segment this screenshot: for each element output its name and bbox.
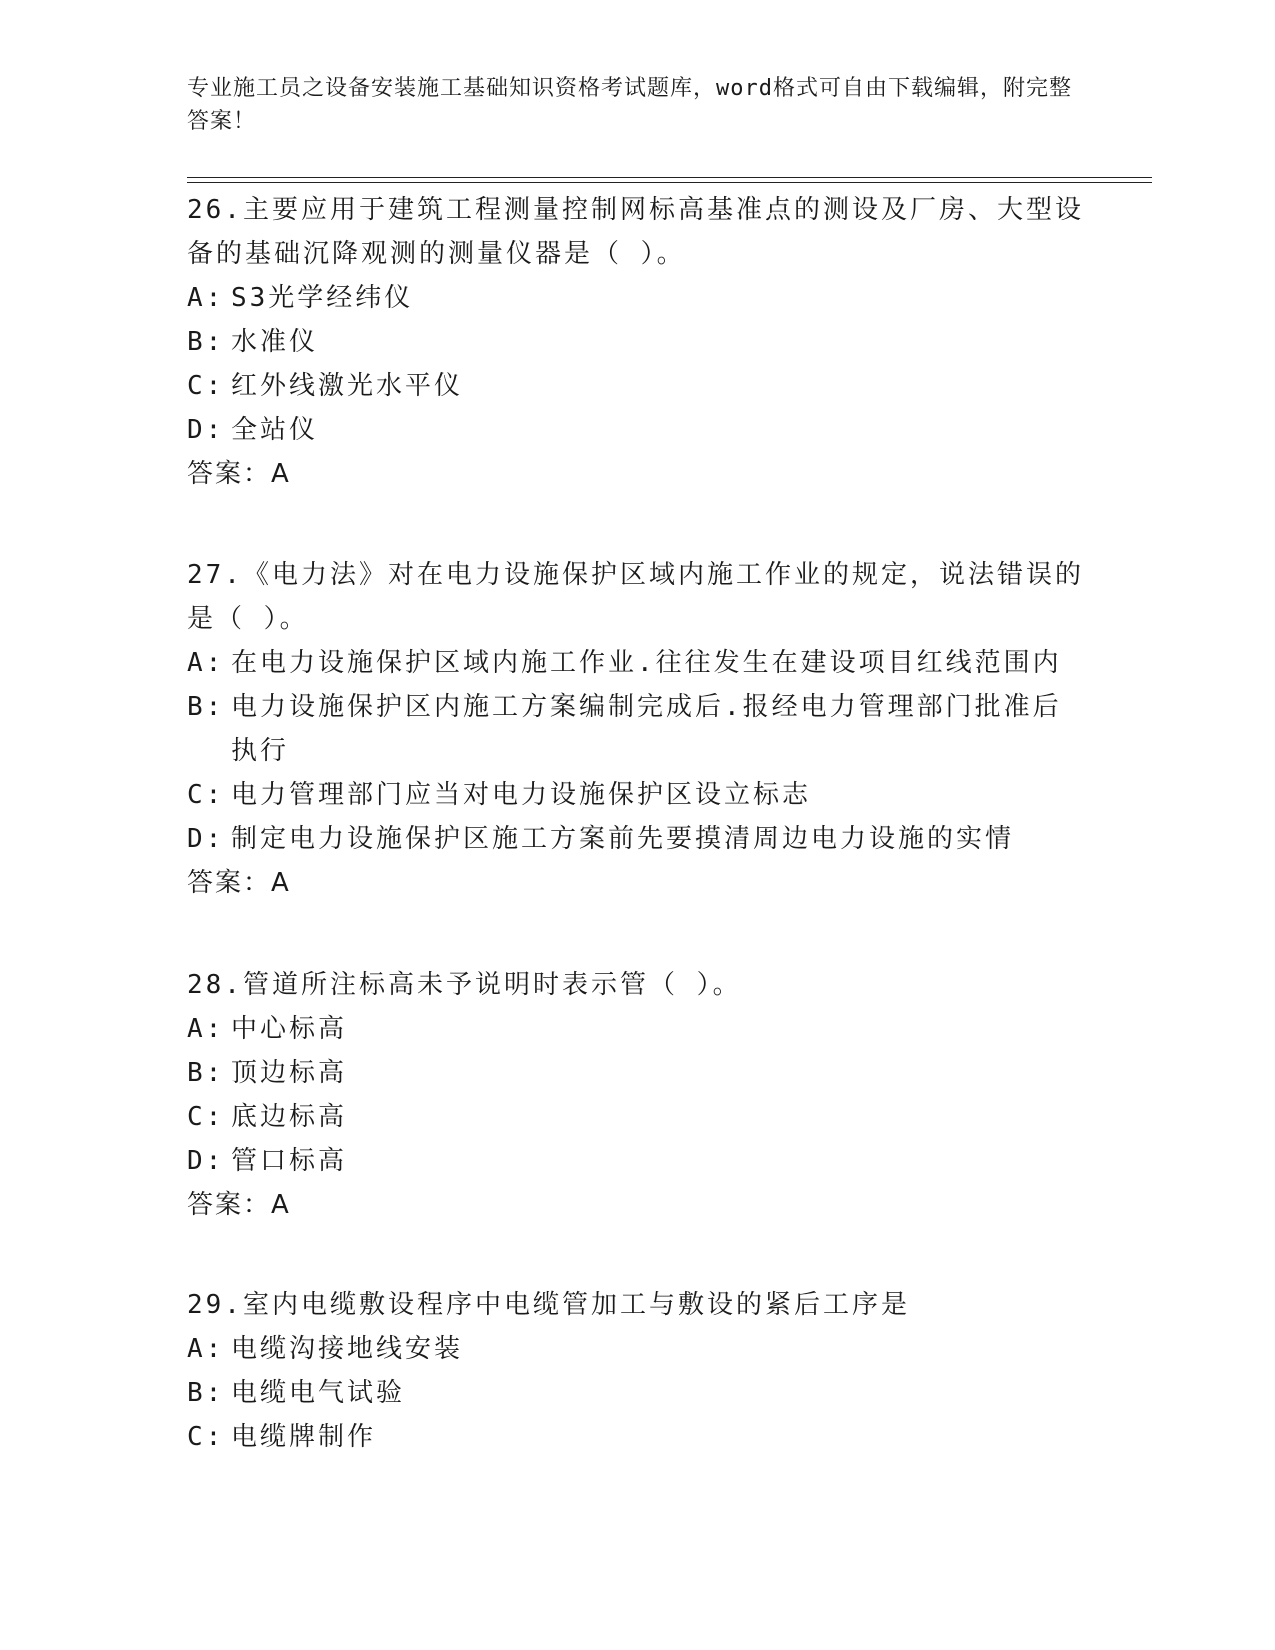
option-a xyxy=(187,641,1087,685)
option-text: S3光学经纬仪 xyxy=(231,283,414,313)
option-letter: B: xyxy=(187,327,225,357)
option-letter: A: xyxy=(187,1014,225,1044)
option-d xyxy=(187,408,1087,452)
option-c xyxy=(187,1095,1087,1139)
option-a xyxy=(187,1327,1087,1371)
answer: 答案：A xyxy=(187,1190,291,1220)
option-text: 红外线激光水平仪 xyxy=(231,371,464,401)
question-29 xyxy=(187,1283,1087,1459)
option-letter: B: xyxy=(187,1058,225,1088)
header-rule-top xyxy=(187,177,1152,178)
option-a xyxy=(187,1007,1087,1051)
option-text: 电力管理部门应当对电力设施保护区设立标志 xyxy=(231,780,812,810)
option-letter: B: xyxy=(187,1378,225,1408)
option-b xyxy=(187,1371,1087,1415)
option-letter: C: xyxy=(187,1102,225,1132)
option-letter: D: xyxy=(187,415,225,445)
option-text: 在电力设施保护区域内施工作业.往往发生在建设项目红线范围内 xyxy=(231,648,1062,678)
option-b xyxy=(187,320,1087,364)
option-text: 水准仪 xyxy=(231,327,319,357)
option-text: 电缆沟接地线安装 xyxy=(231,1334,464,1364)
option-text: 电缆牌制作 xyxy=(231,1422,377,1452)
option-letter: A: xyxy=(187,1334,225,1364)
option-letter: D: xyxy=(187,824,225,854)
question-stem: 29.室内电缆敷设程序中电缆管加工与敷设的紧后工序是 xyxy=(187,1290,910,1320)
option-text: 管口标高 xyxy=(231,1146,348,1176)
option-letter: C: xyxy=(187,1422,225,1452)
header-text: 专业施工员之设备安装施工基础知识资格考试题库，word格式可自由下载编辑，附完整答案！ xyxy=(187,76,1072,134)
option-text: 全站仪 xyxy=(231,415,319,445)
option-c xyxy=(187,1415,1087,1459)
option-c xyxy=(187,364,1087,408)
question-stem: 26.主要应用于建筑工程测量控制网标高基准点的测设及厂房、大型设备的基础沉降观测的测量仪器是（ ）。 xyxy=(187,195,1084,269)
option-letter: D: xyxy=(187,1146,225,1176)
answer: 答案：A xyxy=(187,459,291,489)
option-text: 制定电力设施保护区施工方案前先要摸清周边电力设施的实情 xyxy=(231,824,1015,854)
option-a xyxy=(187,276,1087,320)
option-text: 电力设施保护区内施工方案编制完成后.报经电力管理部门批准后执行 xyxy=(231,692,1062,766)
question-27 xyxy=(187,553,1087,905)
option-letter: C: xyxy=(187,371,225,401)
question-stem: 27.《电力法》对在电力设施保护区域内施工作业的规定，说法错误的是（ ）。 xyxy=(187,560,1084,634)
option-d xyxy=(187,817,1087,861)
header-rule-bottom xyxy=(187,182,1152,183)
question-28 xyxy=(187,963,1087,1227)
option-letter: B: xyxy=(187,692,225,722)
question-stem: 28.管道所注标高未予说明时表示管（ ）。 xyxy=(187,970,742,1000)
question-26 xyxy=(187,188,1087,496)
option-text: 底边标高 xyxy=(231,1102,348,1132)
option-letter: C: xyxy=(187,780,225,810)
answer: 答案：A xyxy=(187,868,291,898)
option-letter: A: xyxy=(187,648,225,678)
option-b xyxy=(187,685,1087,773)
option-c xyxy=(187,773,1087,817)
option-b xyxy=(187,1051,1087,1095)
option-letter: A: xyxy=(187,283,225,313)
option-d xyxy=(187,1139,1087,1183)
option-text: 中心标高 xyxy=(231,1014,348,1044)
option-text: 顶边标高 xyxy=(231,1058,348,1088)
option-text: 电缆电气试验 xyxy=(231,1378,406,1408)
